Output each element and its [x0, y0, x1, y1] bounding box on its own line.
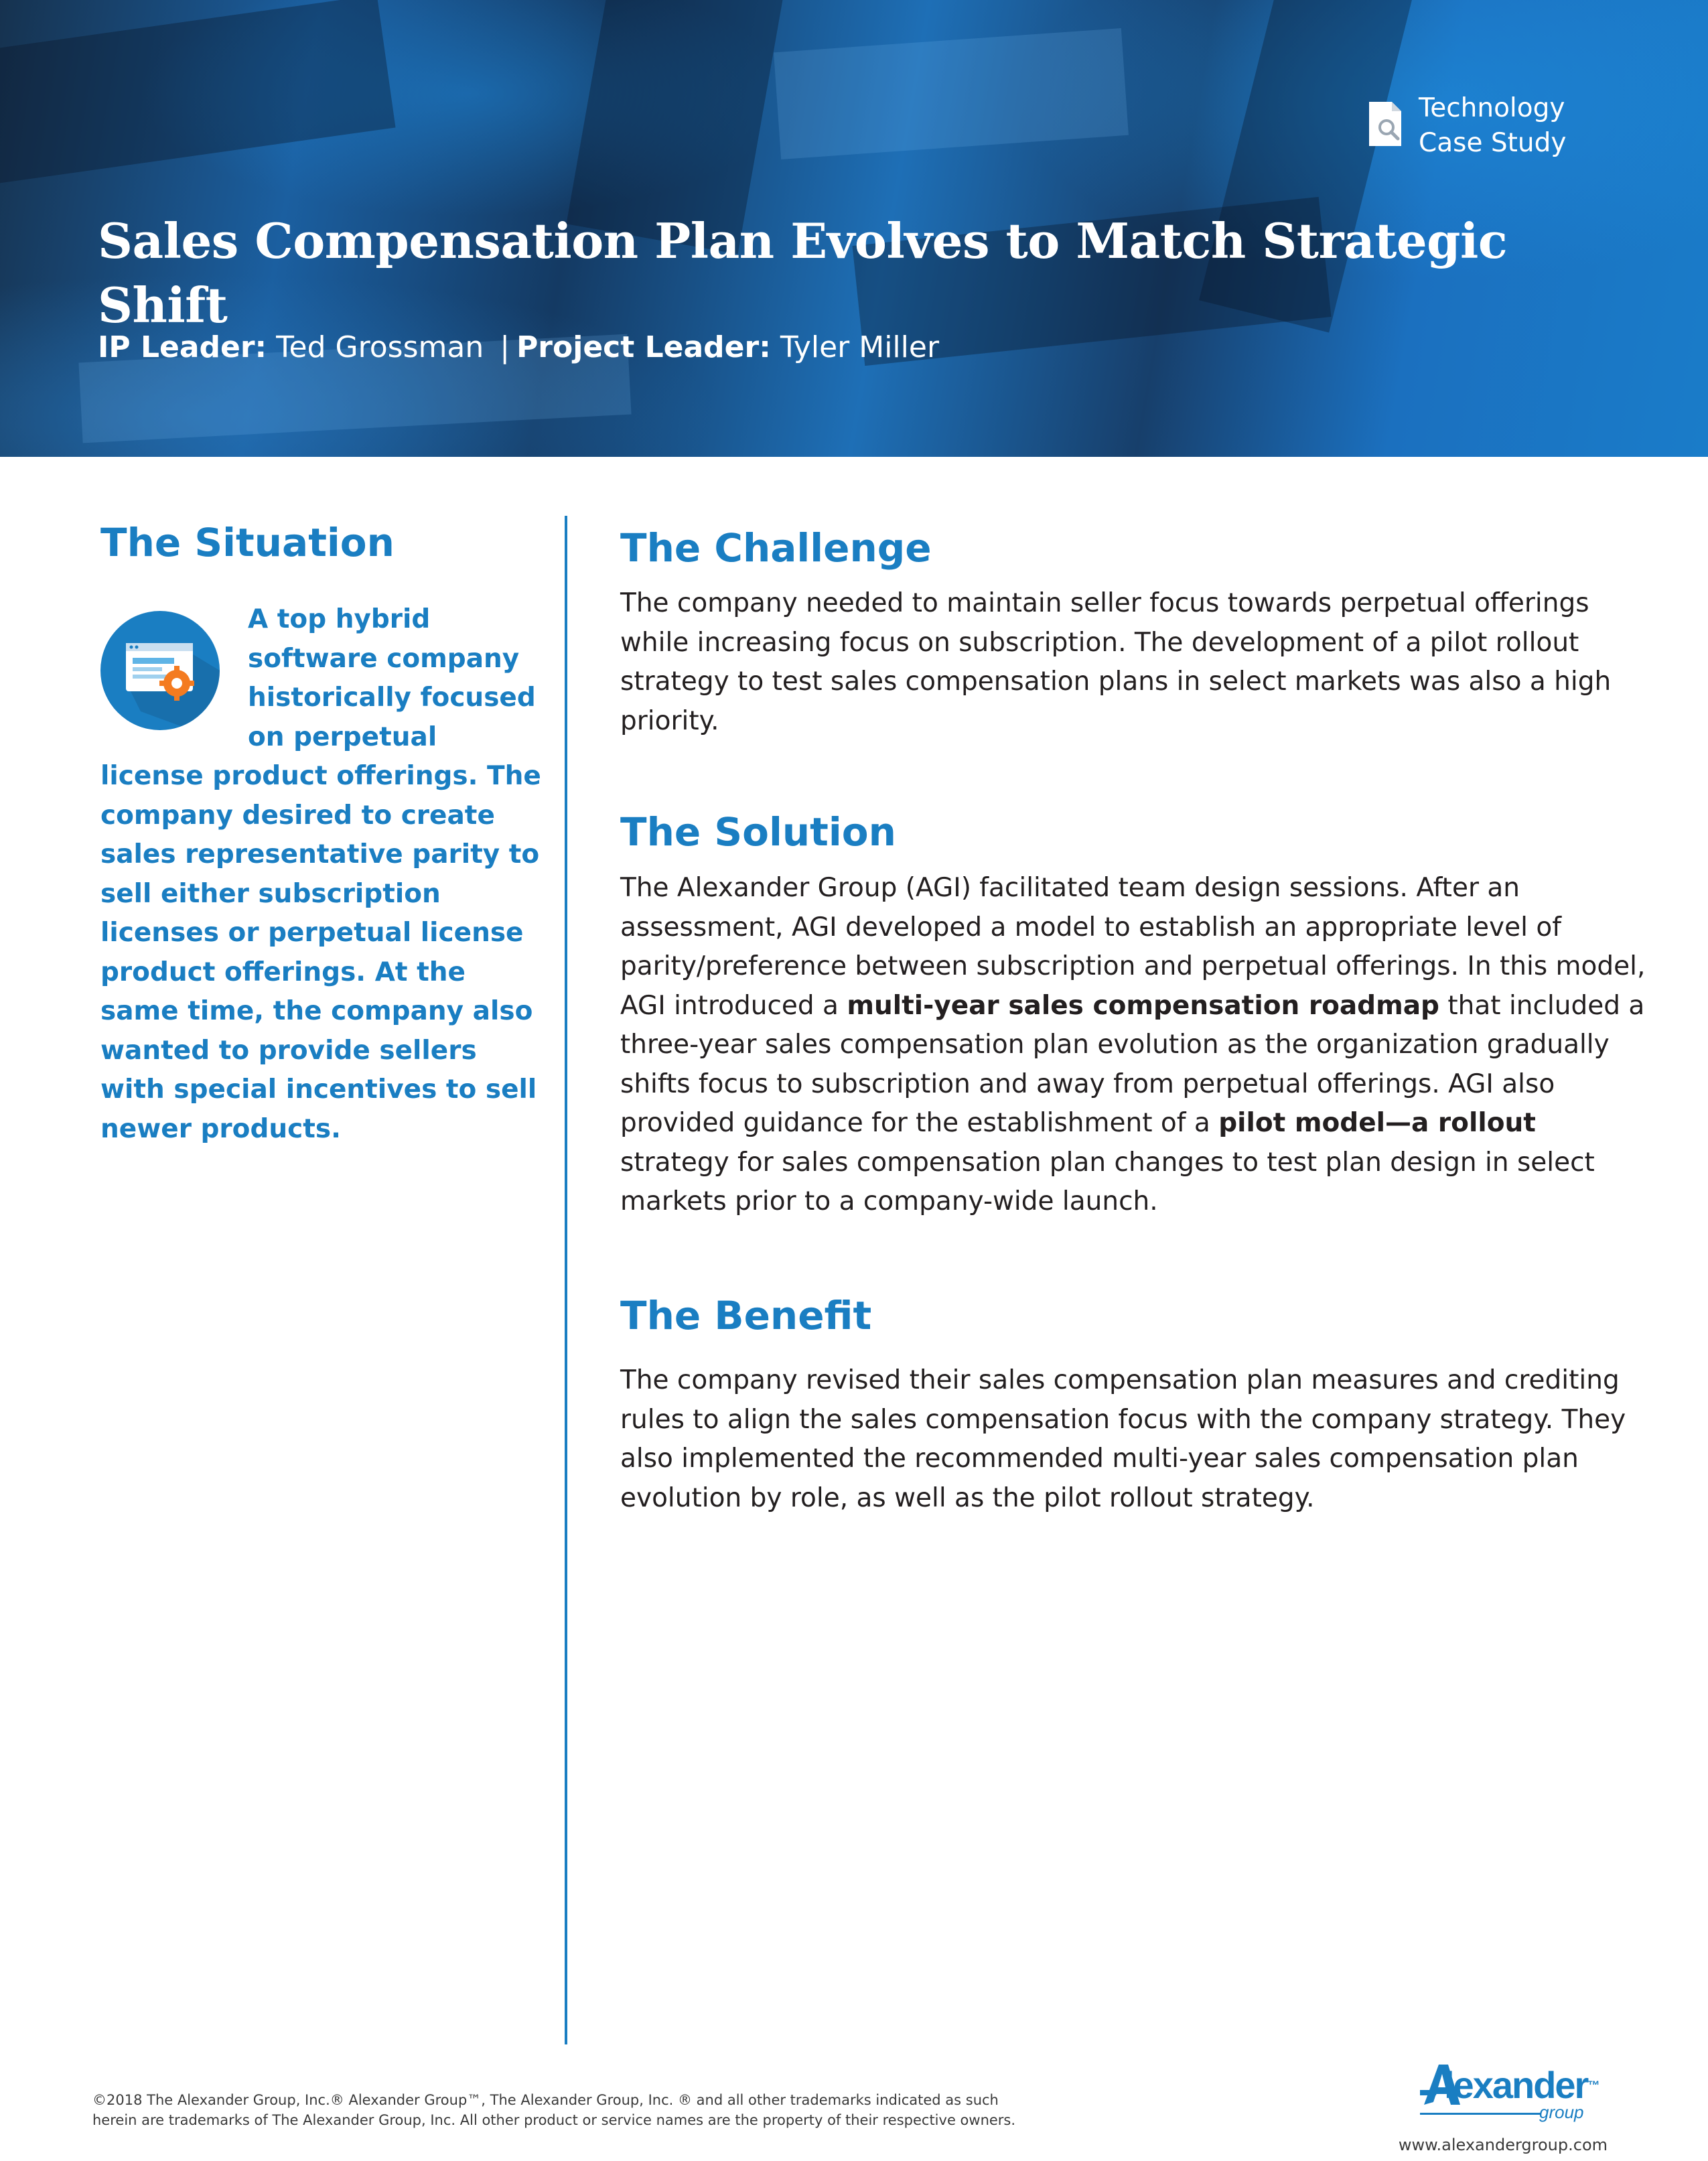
solution-bold-pilot: pilot model—a rollout: [1218, 1108, 1536, 1138]
case-study-document-icon: [1366, 100, 1404, 147]
logo-underline: [1420, 2113, 1541, 2115]
icon-text-wrap-spacer: [100, 600, 248, 757]
logo-word-text: lexander: [1444, 2064, 1588, 2106]
logo-group-text: group: [1539, 2102, 1584, 2122]
badge-line-2: Case Study: [1419, 128, 1567, 158]
situation-heading: The Situation: [100, 520, 395, 565]
copyright-line-1: ©2018 The Alexander Group, Inc.® Alexander Group™, The Alexander Group, Inc. ® and all other trademarks indicated as such: [92, 2092, 999, 2108]
situation-body: [100, 600, 543, 1149]
solution-text-1: The Alexander Group (AGI) facilitated team design sessions. After an assessment, AGI developed a model to establish an appropriate level of parity/preference between subscription and perpetual offerings. In this model, AGI introduced a: [620, 873, 1646, 1021]
project-leader-label: Project Leader:: [516, 330, 771, 364]
solution-heading: The Solution: [620, 809, 896, 855]
alexander-group-logo[interactable]: [1420, 2063, 1608, 2123]
header-banner: [0, 0, 1708, 457]
badge-line-1: Technology: [1419, 93, 1565, 123]
banner-texture: [774, 28, 1129, 159]
solution-text-2: that included a three-year sales compensation plan evolution as the organization gradually shifts focus to subscription and away from perpetual offerings. AGI also provided guidance for the establishment of a: [620, 990, 1645, 1138]
solution-body: [620, 869, 1652, 1222]
copyright-notice: [92, 2090, 1298, 2130]
banner-texture: [0, 0, 396, 193]
ip-leader-label: IP Leader:: [98, 330, 267, 364]
column-divider: [565, 516, 567, 2044]
solution-text-3: strategy for sales compensation plan changes to test plan design in select markets prior to a company-wide launch.: [620, 1147, 1595, 1216]
leaders-separator: |: [500, 330, 510, 364]
logo-trademark: ™: [1587, 2079, 1600, 2092]
situation-text: A top hybrid software company historically focused on perpetual license product offerings. The company desired to create sales representative parity to sell either subscription licenses or perpetual license product offerings. At the same time, the company also wanted to provide sellers with special incentives to sell newer products.: [100, 604, 541, 1144]
project-leader-name: Tyler Miller: [780, 330, 940, 364]
benefit-body: The company revised their sales compensation plan measures and crediting rules to align the sales compensation focus with the company strategy. They also implemented the recommended multi-year sales compensation plan evolution by role, as well as the pilot rollout strategy.: [620, 1365, 1626, 1513]
case-study-badge-label: [1419, 91, 1606, 161]
challenge-body: The company needed to maintain seller focus towards perpetual offerings while increasing focus on subscription. The development of a pilot rollout strategy to test sales compensation plans in select markets was also a high priority.: [620, 588, 1612, 736]
benefit-heading: The Benefit: [620, 1293, 872, 1338]
copyright-line-2: herein are trademarks of The Alexander Group, Inc. All other product or service names are the property of their respective owners.: [92, 2112, 1016, 2128]
case-study-badge: [1366, 91, 1594, 161]
challenge-heading: The Challenge: [620, 525, 932, 571]
leaders-line: [98, 326, 1571, 370]
website-link[interactable]: www.alexandergroup.com: [1398, 2136, 1608, 2154]
ip-leader-name: Ted Grossman: [276, 330, 484, 364]
logo-wordmark: [1444, 2063, 1599, 2107]
solution-bold-roadmap: multi-year sales compensation roadmap: [847, 990, 1439, 1021]
page-title: Sales Compensation Plan Evolves to Match Strategic Shift: [98, 212, 1508, 334]
